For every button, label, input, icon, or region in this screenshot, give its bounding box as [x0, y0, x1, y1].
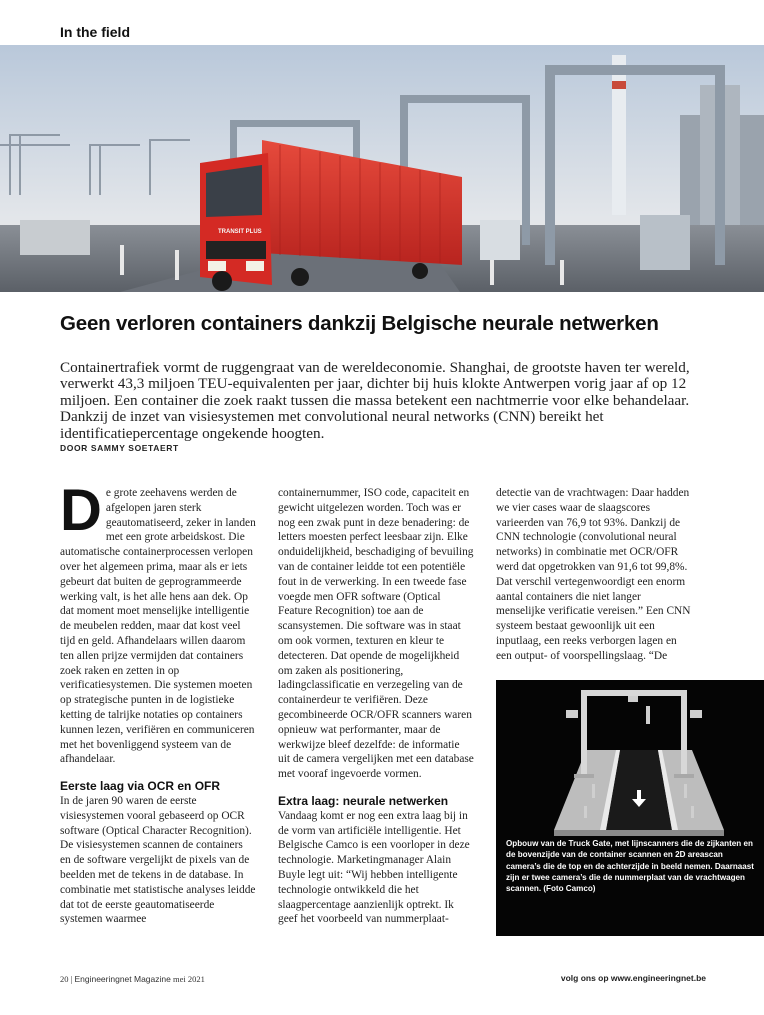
body-paragraph: [60, 478, 256, 767]
truck-gate-render: [496, 680, 764, 836]
issue-date: mei 2021: [172, 974, 205, 984]
paragraph-text: e grote zeehavens werden de afgelopen jaren sterk geautomatiseerd, zeker in landen met een grote arbeidskost. Die automatische containerprocessen verlopen over het algemeen prima, maar als er iets gebeurt dat buiten de geprogrammeerde werking valt, is het alle hens aan dek. Op dat moment moet menselijke intelligentie de meubelen redden, maar dat kost veel tijd en geld. Afhandelaars willen daarom ten allen prijze vermijden dat containers zoek raken en zetten in op verificatiesystemen. Die systemen moeten op strategische punten in de logistieke ketting de talrijke notaties op containers kunnen lezen, verifiëren en communiceren met het bovenliggend systeem van de afhandelaar.: [60, 487, 256, 766]
subheading-neural-networks: Extra laag: neurale netwerken: [278, 793, 449, 808]
hero-photo: [0, 45, 764, 292]
body-paragraph: containernummer, ISO code, capaciteit en gewicht uitgelezen worden. Toch was er nog een zwak punt in deze benadering: de letters moesten perfect leesbaar zijn. Elke onduidelijkheid, beschadiging of bevuiling van de container leidde tot een potentiële fout in de verwerking. In een tweede fase voegde men OFR software (Optical Feature Recognition) toe aan de scansystemen. Die software was in staat om ook vormen, texturen en kleur te detecteren. Dat opende de mogelijkheid om zaken als positionering, ladingclassificatie en verzegeling van de containerdeur te verifiëren. Deze gecombineerde OCR/OFR scanners waren opnieuw wat performanter, maar de werkwijze bleef dezelfde: de informatie uit de camera vergelijken met een database met vooraf ingevoerde vormen.: [278, 487, 474, 781]
drop-cap: D: [60, 478, 102, 543]
figure-caption: Opbouw van de Truck Gate, met lijnscanners die de zijkanten en de bovenzijde van de container scannen en 2D areascan camera’s die de top en de achterzijde in beeld nemen. Daarnaast zijn er twee camera’s die de nummerplaat van de vrachtwagen scannen. (Foto Camco): [506, 839, 754, 894]
footer-follow-link[interactable]: volg ons op www.engineeringnet.be: [560, 973, 706, 983]
footer-separator: |: [70, 974, 73, 984]
article-lead: Containertrafiek vormt de ruggengraat van de wereldeconomie. Shanghai, de grootste haven ter wereld, verwerkt 43,3 miljoen TEU-equivalenten per jaar, dichter bij huis klokte Antwerpen vorig jaar af op 12 miljoen. Een container die zoek raakt tussen die massa betekent een nachtmerrie voor elke behandelaar. Dankzij de inzet van visiesystemen met convolutional neural networks (CNN) bereikt het identificatiepercentage ongekende hoogten.: [60, 359, 690, 442]
subheading-ocr-ofr: Eerste laag via OCR en OFR: [60, 779, 221, 794]
magazine-name: Engineeringnet Magazine: [74, 974, 171, 984]
byline: DOOR SAMMY SOETAERT: [60, 443, 179, 453]
footer-page-info: [60, 974, 205, 984]
article-column-3: [496, 486, 692, 664]
article-column-1: [60, 478, 256, 927]
truck-logo: TRANSIT PLUS: [218, 229, 262, 235]
page-number: 20: [60, 974, 69, 984]
body-paragraph: detectie van de vrachtwagen: Daar hadden we vier cases waar de slaagscores varieerden van 76,9 tot 93%. Dankzij de CNN technologie (convolutional neural networks) in combinatie met OCR/OFR werd dat opgetrokken van 91,6 tot 99,8%. Dat verschil vertegenwoordigt een enorm aantal containers die niet langer menselijke verificatie vereisen.” Een CNN systeem bestaat gewoonlijk uit een inputlaag, een reeks verborgen lagen en een output- of voorspellingslaag. “De: [496, 487, 691, 662]
article-headline: Geen verloren containers dankzij Belgische neurale netwerken: [60, 312, 659, 335]
body-paragraph: Vandaag komt er nog een extra laag bij in de vorm van artificiële intelligentie. Het Belgische Camco is een voorloper in deze technologie. Marketingmanager Alain Buyle legt uit: “Wij hebben intelligente technologie ontwikkeld die het slaagpercentage aanzienlijk optrekt. Ik geef het voorbeeld van nummerplaat-: [278, 809, 470, 926]
body-paragraph: In de jaren 90 waren de eerste visiesystemen vooral gebaseerd op OCR software (Optical Character Recognition). De visiesystemen scannen de containers en de software vergelijkt de pixels van de beelden met de tekens in de database. In combinatie met statistische analyses leidde dat tot de eerste geautomatiseerde systemen waarmee: [60, 794, 256, 926]
truck-gate-figure: [496, 680, 764, 936]
truck-gate-photo: [0, 45, 764, 292]
section-tag: In the field: [60, 24, 130, 40]
article-column-2: [278, 486, 474, 927]
